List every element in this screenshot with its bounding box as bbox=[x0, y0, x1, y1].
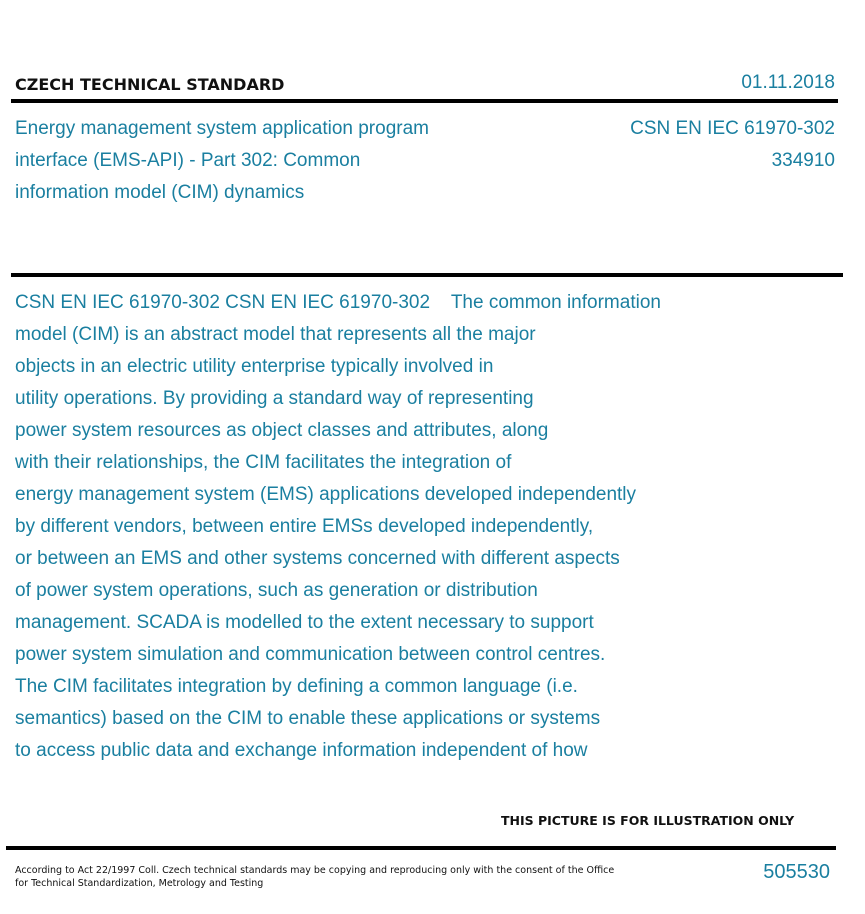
abstract-line: or between an EMS and other systems concerned with different aspects bbox=[15, 548, 620, 569]
abstract-line: utility operations. By providing a standard way of representing bbox=[15, 388, 534, 409]
header-divider bbox=[11, 99, 838, 103]
abstract-line: CSN EN IEC 61970-302 CSN EN IEC 61970-302 The common information bbox=[15, 292, 661, 313]
abstract-line: energy management system (EMS) applications developed independently bbox=[15, 484, 637, 505]
abstract-line: power system simulation and communication between control centres. bbox=[15, 644, 606, 665]
abstract-line: power system resources as object classes and attributes, along bbox=[15, 420, 549, 441]
standard-title-line: Energy management system application program bbox=[15, 118, 429, 139]
standard-identifiers bbox=[630, 113, 835, 177]
footer-divider bbox=[6, 846, 836, 850]
catalog-number: 505530 bbox=[763, 861, 830, 883]
standard-code: CSN EN IEC 61970-302 bbox=[630, 118, 835, 139]
abstract-line: objects in an electric utility enterprise typically involved in bbox=[15, 356, 494, 377]
abstract-line: to access public data and exchange information independent of how bbox=[15, 740, 588, 761]
standard-title-line: interface (EMS-API) - Part 302: Common bbox=[15, 150, 361, 171]
standard-title bbox=[15, 113, 535, 209]
class-number: 334910 bbox=[771, 150, 835, 171]
abstract-text bbox=[15, 287, 845, 767]
legal-notice bbox=[15, 864, 615, 890]
abstract-line: with their relationships, the CIM facilitates the integration of bbox=[15, 452, 512, 473]
legal-notice-line: According to Act 22/1997 Coll. Czech technical standards may be copying and reproducing only with the consent of the Office bbox=[15, 865, 615, 876]
document-type-heading: CZECH TECHNICAL STANDARD bbox=[15, 75, 285, 94]
publication-date: 01.11.2018 bbox=[741, 72, 835, 93]
abstract-line: model (CIM) is an abstract model that represents all the major bbox=[15, 324, 536, 345]
legal-notice-line: for Technical Standardization, Metrology and Testing bbox=[15, 878, 264, 889]
abstract-line: management. SCADA is modelled to the extent necessary to support bbox=[15, 612, 594, 633]
title-divider bbox=[11, 273, 843, 277]
abstract-line: The CIM facilitates integration by defining a common language (i.e. bbox=[15, 676, 578, 697]
abstract-line: of power system operations, such as generation or distribution bbox=[15, 580, 538, 601]
abstract-line: semantics) based on the CIM to enable these applications or systems bbox=[15, 708, 601, 729]
abstract-line: by different vendors, between entire EMSs developed independently, bbox=[15, 516, 594, 537]
standard-title-line: information model (CIM) dynamics bbox=[15, 182, 305, 203]
illustration-notice: THIS PICTURE IS FOR ILLUSTRATION ONLY bbox=[501, 813, 795, 828]
